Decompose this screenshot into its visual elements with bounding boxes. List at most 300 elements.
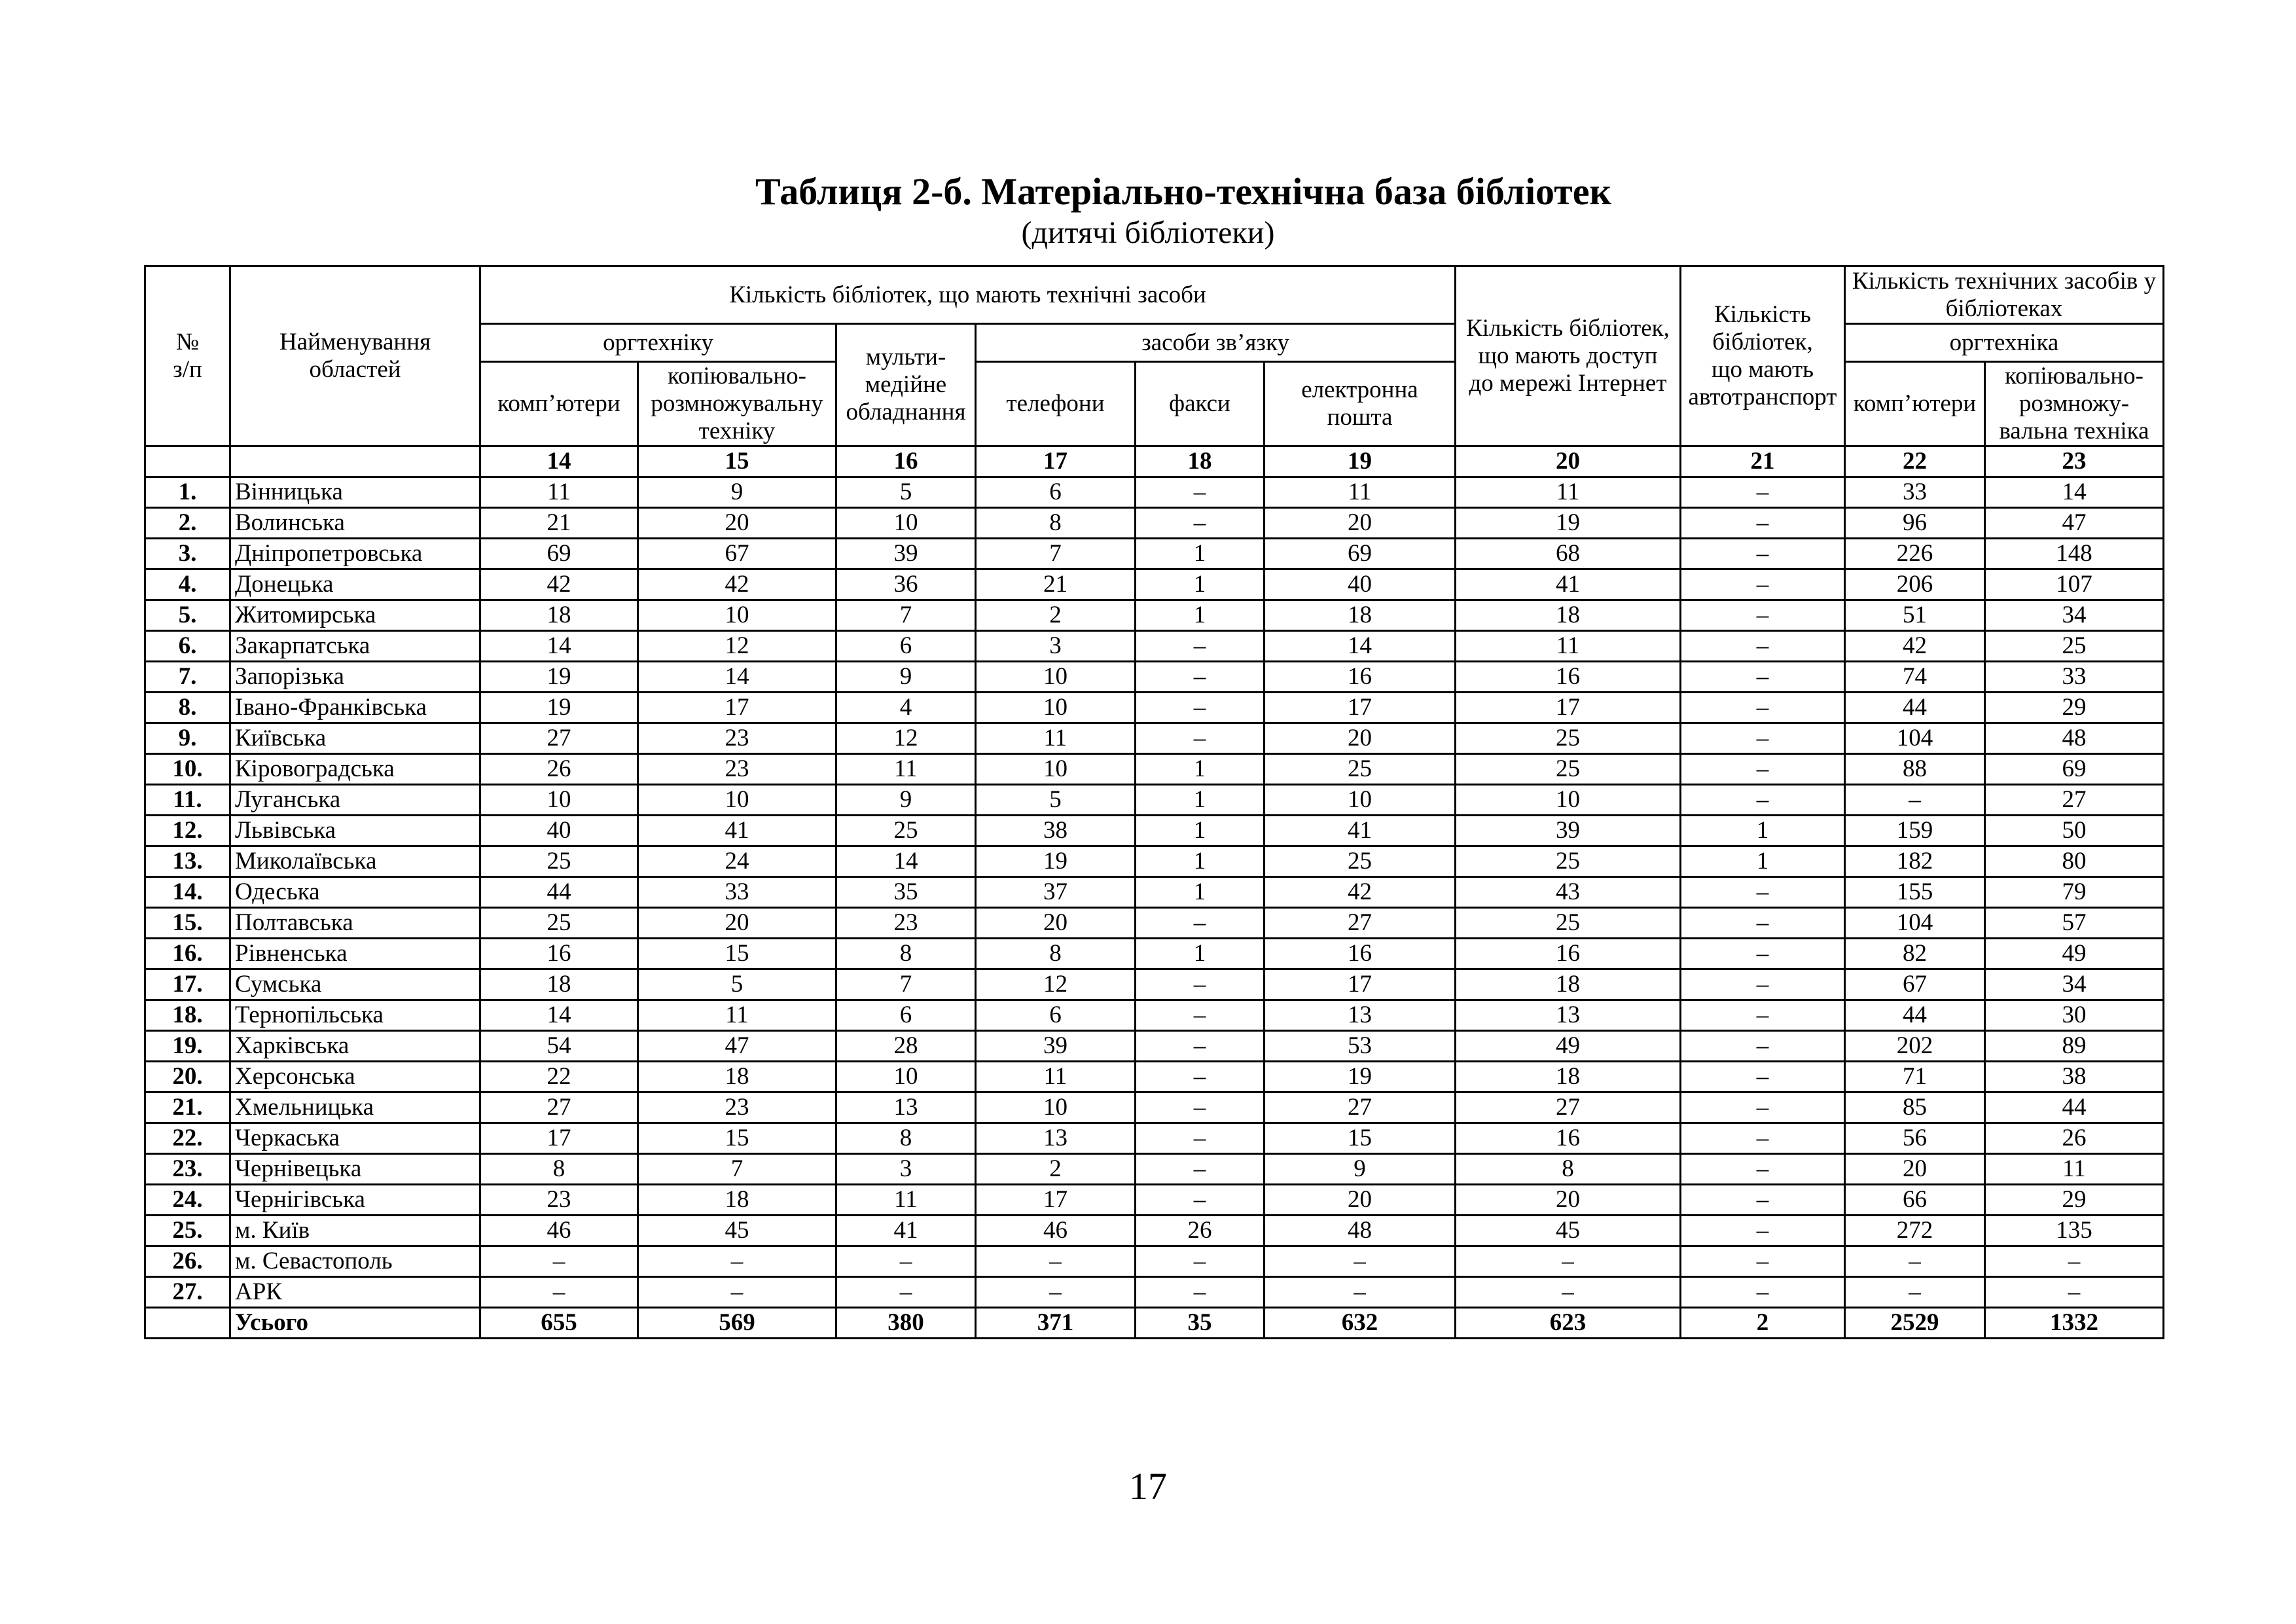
value-cell: 632 <box>1265 1308 1456 1339</box>
value-cell: 44 <box>1845 1000 1985 1031</box>
value-cell: 42 <box>480 569 638 600</box>
region-name-cell: Запорізька <box>230 662 480 693</box>
value-cell: 20 <box>1456 1185 1681 1216</box>
value-cell: 46 <box>480 1216 638 1246</box>
value-cell: 10 <box>638 600 836 631</box>
value-cell: – <box>480 1246 638 1277</box>
value-cell: 42 <box>1265 877 1456 908</box>
row-number-cell: 21. <box>145 1092 230 1123</box>
value-cell: 71 <box>1845 1062 1985 1092</box>
value-cell: – <box>1681 939 1845 969</box>
value-cell: 38 <box>976 816 1136 846</box>
value-cell: 80 <box>1985 846 2164 877</box>
value-cell: – <box>1845 1246 1985 1277</box>
value-cell: 14 <box>1265 631 1456 662</box>
column-number-cell <box>145 446 230 477</box>
region-name-cell: Хмельницька <box>230 1092 480 1123</box>
table-row <box>145 785 2164 816</box>
value-cell: 27 <box>480 1092 638 1123</box>
value-cell: 26 <box>1985 1123 2164 1154</box>
value-cell: – <box>1136 1092 1265 1123</box>
value-cell: 33 <box>1845 477 1985 508</box>
value-cell: 25 <box>1456 908 1681 939</box>
value-cell: 17 <box>976 1185 1136 1216</box>
value-cell: 42 <box>638 569 836 600</box>
value-cell: 41 <box>836 1216 976 1246</box>
value-cell: 1 <box>1136 569 1265 600</box>
header-multimedia: мульти- медійне обладнання <box>836 324 976 446</box>
value-cell: 54 <box>480 1031 638 1062</box>
table-row <box>145 908 2164 939</box>
table-row <box>145 693 2164 723</box>
table-row <box>145 1031 2164 1062</box>
value-cell: 16 <box>1265 662 1456 693</box>
value-cell: – <box>1681 1154 1845 1185</box>
value-cell: 623 <box>1456 1308 1681 1339</box>
value-cell: – <box>1265 1246 1456 1277</box>
table-container <box>144 265 2164 1339</box>
value-cell: 15 <box>638 939 836 969</box>
region-name-cell: Кіровоградська <box>230 754 480 785</box>
value-cell: 11 <box>638 1000 836 1031</box>
value-cell: 39 <box>1456 816 1681 846</box>
column-number-cell: 23 <box>1985 446 2164 477</box>
value-cell: 23 <box>638 723 836 754</box>
value-cell: 33 <box>638 877 836 908</box>
value-cell: – <box>1681 1031 1845 1062</box>
value-cell: – <box>1681 662 1845 693</box>
value-cell: 41 <box>638 816 836 846</box>
value-cell: – <box>638 1246 836 1277</box>
value-cell: 9 <box>638 477 836 508</box>
table-row <box>145 1092 2164 1123</box>
region-name-cell: Одеська <box>230 877 480 908</box>
value-cell: 69 <box>1265 539 1456 569</box>
header-orgtech-count: оргтехніка <box>1845 324 2164 362</box>
value-cell: 371 <box>976 1308 1136 1339</box>
value-cell: 10 <box>976 1092 1136 1123</box>
region-name-cell: м. Київ <box>230 1216 480 1246</box>
value-cell: 27 <box>1985 785 2164 816</box>
value-cell: – <box>1136 1277 1265 1308</box>
value-cell: – <box>1136 662 1265 693</box>
value-cell: 34 <box>1985 600 2164 631</box>
column-number-row <box>145 446 2164 477</box>
value-cell: 10 <box>836 508 976 539</box>
value-cell: 57 <box>1985 908 2164 939</box>
value-cell: 135 <box>1985 1216 2164 1246</box>
region-name-cell: Донецька <box>230 569 480 600</box>
value-cell: 17 <box>1456 693 1681 723</box>
value-cell: 14 <box>836 846 976 877</box>
value-cell: 12 <box>638 631 836 662</box>
value-cell: 19 <box>976 846 1136 877</box>
value-cell: – <box>1681 1062 1845 1092</box>
value-cell: 23 <box>480 1185 638 1216</box>
value-cell: – <box>1681 539 1845 569</box>
region-name-cell: Закарпатська <box>230 631 480 662</box>
value-cell: 56 <box>1845 1123 1985 1154</box>
column-number-cell: 22 <box>1845 446 1985 477</box>
value-cell: 79 <box>1985 877 2164 908</box>
value-cell: 7 <box>976 539 1136 569</box>
region-name-cell: Тернопільська <box>230 1000 480 1031</box>
value-cell: – <box>1681 785 1845 816</box>
value-cell: 45 <box>1456 1216 1681 1246</box>
value-cell: 8 <box>1456 1154 1681 1185</box>
value-cell: 1 <box>1136 600 1265 631</box>
value-cell: 6 <box>836 631 976 662</box>
table-row <box>145 569 2164 600</box>
value-cell: 23 <box>836 908 976 939</box>
value-cell: 85 <box>1845 1092 1985 1123</box>
value-cell: – <box>1456 1277 1681 1308</box>
column-number-cell: 16 <box>836 446 976 477</box>
value-cell: 74 <box>1845 662 1985 693</box>
value-cell: 9 <box>836 785 976 816</box>
header-faxes: факси <box>1136 362 1265 446</box>
header-internet-access: Кількість бібліотек, що мають доступ до мережі Інтернет <box>1456 266 1681 446</box>
page-subtitle: (дитячі бібліотеки) <box>1021 215 1275 250</box>
value-cell: 9 <box>1265 1154 1456 1185</box>
value-cell: 13 <box>836 1092 976 1123</box>
value-cell: – <box>1681 1092 1845 1123</box>
region-name-cell: Волинська <box>230 508 480 539</box>
value-cell: 11 <box>976 1062 1136 1092</box>
header-transport: Кількість бібліотек, що мають автотранспорт <box>1681 266 1845 446</box>
value-cell: – <box>1681 1123 1845 1154</box>
value-cell: 226 <box>1845 539 1985 569</box>
value-cell: 148 <box>1985 539 2164 569</box>
value-cell: 37 <box>976 877 1136 908</box>
value-cell: 8 <box>480 1154 638 1185</box>
value-cell: 33 <box>1985 662 2164 693</box>
value-cell: – <box>1136 723 1265 754</box>
value-cell: 44 <box>480 877 638 908</box>
value-cell: 27 <box>1456 1092 1681 1123</box>
value-cell: 11 <box>480 477 638 508</box>
value-cell: 14 <box>480 1000 638 1031</box>
value-cell: 23 <box>638 1092 836 1123</box>
row-number-cell: 12. <box>145 816 230 846</box>
table-row <box>145 1123 2164 1154</box>
value-cell: 4 <box>836 693 976 723</box>
value-cell: 30 <box>1985 1000 2164 1031</box>
value-cell: 104 <box>1845 908 1985 939</box>
value-cell: 25 <box>480 908 638 939</box>
value-cell: 25 <box>836 816 976 846</box>
value-cell: 43 <box>1456 877 1681 908</box>
value-cell: – <box>1681 754 1845 785</box>
value-cell: 20 <box>976 908 1136 939</box>
value-cell: 38 <box>1985 1062 2164 1092</box>
header-copiers-count: копіювально- розмножу- вальна техніка <box>1985 362 2164 446</box>
page-number: 17 <box>1129 1465 1167 1507</box>
table-row <box>145 508 2164 539</box>
value-cell: 96 <box>1845 508 1985 539</box>
value-cell: – <box>1456 1246 1681 1277</box>
value-cell: 14 <box>1985 477 2164 508</box>
value-cell: 21 <box>976 569 1136 600</box>
table-row <box>145 1154 2164 1185</box>
value-cell: – <box>1136 908 1265 939</box>
header-orgtech: оргтехніку <box>480 324 836 362</box>
value-cell: 20 <box>638 508 836 539</box>
value-cell: 16 <box>1456 939 1681 969</box>
table-row <box>145 1216 2164 1246</box>
title-block <box>0 169 2296 251</box>
header-libraries-with-tech: Кількість бібліотек, що мають технічні засоби <box>480 266 1456 324</box>
value-cell: 48 <box>1265 1216 1456 1246</box>
value-cell: 26 <box>480 754 638 785</box>
value-cell: 107 <box>1985 569 2164 600</box>
value-cell: 18 <box>1265 600 1456 631</box>
value-cell: 40 <box>480 816 638 846</box>
value-cell: 1332 <box>1985 1308 2164 1339</box>
value-cell: 18 <box>638 1185 836 1216</box>
value-cell: 1 <box>1681 846 1845 877</box>
value-cell: 11 <box>836 754 976 785</box>
value-cell: 3 <box>836 1154 976 1185</box>
value-cell: – <box>1681 908 1845 939</box>
column-number-cell: 15 <box>638 446 836 477</box>
row-number-cell: 25. <box>145 1216 230 1246</box>
value-cell: 66 <box>1845 1185 1985 1216</box>
value-cell: 35 <box>836 877 976 908</box>
value-cell: 25 <box>1985 631 2164 662</box>
value-cell: 25 <box>1456 846 1681 877</box>
column-number-cell: 20 <box>1456 446 1681 477</box>
value-cell: 51 <box>1845 600 1985 631</box>
value-cell: 8 <box>976 939 1136 969</box>
value-cell: 88 <box>1845 754 1985 785</box>
row-number-cell: 23. <box>145 1154 230 1185</box>
value-cell: 12 <box>976 969 1136 1000</box>
value-cell: 20 <box>1265 508 1456 539</box>
value-cell: – <box>638 1277 836 1308</box>
table-row <box>145 754 2164 785</box>
table-row <box>145 969 2164 1000</box>
value-cell: 7 <box>638 1154 836 1185</box>
value-cell: 18 <box>638 1062 836 1092</box>
row-number-cell: 16. <box>145 939 230 969</box>
value-cell: – <box>1136 693 1265 723</box>
value-cell: 29 <box>1985 1185 2164 1216</box>
value-cell: 380 <box>836 1308 976 1339</box>
value-cell: 17 <box>1265 693 1456 723</box>
value-cell: 27 <box>480 723 638 754</box>
value-cell: 10 <box>976 662 1136 693</box>
value-cell: 25 <box>480 846 638 877</box>
value-cell: 47 <box>638 1031 836 1062</box>
value-cell: – <box>1136 969 1265 1000</box>
value-cell: 25 <box>1456 723 1681 754</box>
row-number-cell: 1. <box>145 477 230 508</box>
value-cell: 1 <box>1136 846 1265 877</box>
value-cell: – <box>1681 693 1845 723</box>
header-tech-count: Кількість технічних засобів у бібліотеках <box>1845 266 2164 324</box>
value-cell: 69 <box>480 539 638 569</box>
value-cell: – <box>1136 1062 1265 1092</box>
row-number-cell: 6. <box>145 631 230 662</box>
value-cell: 7 <box>836 969 976 1000</box>
region-name-cell: м. Севастополь <box>230 1246 480 1277</box>
header-copiers: копіювально- розмножувальну техніку <box>638 362 836 446</box>
value-cell: 49 <box>1456 1031 1681 1062</box>
row-number-cell: 13. <box>145 846 230 877</box>
header-region-name: Найменування областей <box>230 266 480 446</box>
row-number-cell: 26. <box>145 1246 230 1277</box>
value-cell: 13 <box>1265 1000 1456 1031</box>
column-number-cell: 17 <box>976 446 1136 477</box>
value-cell: 16 <box>1456 1123 1681 1154</box>
value-cell: 1 <box>1136 785 1265 816</box>
value-cell: 24 <box>638 846 836 877</box>
table-row <box>145 723 2164 754</box>
value-cell: 6 <box>976 477 1136 508</box>
value-cell: 10 <box>836 1062 976 1092</box>
total-row <box>145 1308 2164 1339</box>
value-cell: 49 <box>1985 939 2164 969</box>
value-cell: 39 <box>836 539 976 569</box>
value-cell: 28 <box>836 1031 976 1062</box>
value-cell: 23 <box>638 754 836 785</box>
row-number-cell: 27. <box>145 1277 230 1308</box>
value-cell: – <box>1845 1277 1985 1308</box>
value-cell: 2 <box>976 1154 1136 1185</box>
row-number-cell: 3. <box>145 539 230 569</box>
value-cell: 11 <box>1456 477 1681 508</box>
value-cell: 20 <box>1845 1154 1985 1185</box>
value-cell: 35 <box>1136 1308 1265 1339</box>
table-row <box>145 600 2164 631</box>
table-body <box>145 477 2164 1339</box>
value-cell: 16 <box>480 939 638 969</box>
value-cell: 22 <box>480 1062 638 1092</box>
table-row <box>145 539 2164 569</box>
value-cell: 20 <box>1265 1185 1456 1216</box>
value-cell: 39 <box>976 1031 1136 1062</box>
value-cell: – <box>1136 1154 1265 1185</box>
value-cell: 3 <box>976 631 1136 662</box>
value-cell: – <box>1136 477 1265 508</box>
value-cell: 19 <box>1265 1062 1456 1092</box>
value-cell: 19 <box>480 693 638 723</box>
value-cell: – <box>976 1277 1136 1308</box>
page-title: Таблиця 2-б. Матеріально-технічна база бібліотек <box>755 170 1611 213</box>
row-number-cell: 7. <box>145 662 230 693</box>
value-cell: 18 <box>1456 1062 1681 1092</box>
table-row <box>145 877 2164 908</box>
value-cell: 68 <box>1456 539 1681 569</box>
row-number-cell: 18. <box>145 1000 230 1031</box>
value-cell: 44 <box>1845 693 1985 723</box>
value-cell: 25 <box>1456 754 1681 785</box>
value-cell: 12 <box>836 723 976 754</box>
value-cell: – <box>1265 1277 1456 1308</box>
value-cell: 8 <box>836 1123 976 1154</box>
value-cell: 10 <box>976 754 1136 785</box>
value-cell: 18 <box>1456 600 1681 631</box>
table-row <box>145 662 2164 693</box>
value-cell: – <box>1681 1000 1845 1031</box>
value-cell: 67 <box>1845 969 1985 1000</box>
value-cell: – <box>836 1277 976 1308</box>
value-cell: – <box>1985 1277 2164 1308</box>
value-cell: – <box>1136 1000 1265 1031</box>
table-row <box>145 631 2164 662</box>
value-cell: 45 <box>638 1216 836 1246</box>
region-name-cell: Усього <box>230 1308 480 1339</box>
value-cell: 14 <box>638 662 836 693</box>
value-cell: 155 <box>1845 877 1985 908</box>
table-row <box>145 816 2164 846</box>
value-cell: 40 <box>1265 569 1456 600</box>
value-cell: 5 <box>638 969 836 1000</box>
value-cell: 1 <box>1136 816 1265 846</box>
value-cell: 18 <box>480 600 638 631</box>
value-cell: 48 <box>1985 723 2164 754</box>
region-name-cell: Чернігівська <box>230 1185 480 1216</box>
value-cell: 41 <box>1456 569 1681 600</box>
region-name-cell: Полтавська <box>230 908 480 939</box>
value-cell: 14 <box>480 631 638 662</box>
value-cell: 272 <box>1845 1216 1985 1246</box>
value-cell: 18 <box>1456 969 1681 1000</box>
value-cell: 1 <box>1681 816 1845 846</box>
header-computers: комп’ютери <box>480 362 638 446</box>
value-cell: 11 <box>976 723 1136 754</box>
value-cell: – <box>1681 508 1845 539</box>
table-row <box>145 1185 2164 1216</box>
region-name-cell: Луганська <box>230 785 480 816</box>
region-name-cell: Львівська <box>230 816 480 846</box>
region-name-cell: Чернівецька <box>230 1154 480 1185</box>
value-cell: 21 <box>480 508 638 539</box>
value-cell: – <box>1681 569 1845 600</box>
row-number-cell: 2. <box>145 508 230 539</box>
column-number-cell: 18 <box>1136 446 1265 477</box>
value-cell: 10 <box>1456 785 1681 816</box>
value-cell: 2 <box>1681 1308 1845 1339</box>
header-email: електронна пошта <box>1265 362 1456 446</box>
value-cell: 17 <box>1265 969 1456 1000</box>
table-row <box>145 1000 2164 1031</box>
value-cell: 25 <box>1265 846 1456 877</box>
value-cell: 17 <box>638 693 836 723</box>
value-cell: 29 <box>1985 693 2164 723</box>
value-cell: 89 <box>1985 1031 2164 1062</box>
region-name-cell: Миколаївська <box>230 846 480 877</box>
region-name-cell: Рівненська <box>230 939 480 969</box>
value-cell: – <box>1681 600 1845 631</box>
row-number-cell: 5. <box>145 600 230 631</box>
value-cell: 69 <box>1985 754 2164 785</box>
value-cell: – <box>1681 877 1845 908</box>
table-row <box>145 1246 2164 1277</box>
column-number-cell: 21 <box>1681 446 1845 477</box>
region-name-cell: Київська <box>230 723 480 754</box>
value-cell: – <box>1681 631 1845 662</box>
value-cell: 50 <box>1985 816 2164 846</box>
value-cell: 9 <box>836 662 976 693</box>
value-cell: 19 <box>1456 508 1681 539</box>
row-number-cell: 24. <box>145 1185 230 1216</box>
value-cell: – <box>1136 1123 1265 1154</box>
row-number-cell: 17. <box>145 969 230 1000</box>
value-cell: – <box>1845 785 1985 816</box>
value-cell: 82 <box>1845 939 1985 969</box>
